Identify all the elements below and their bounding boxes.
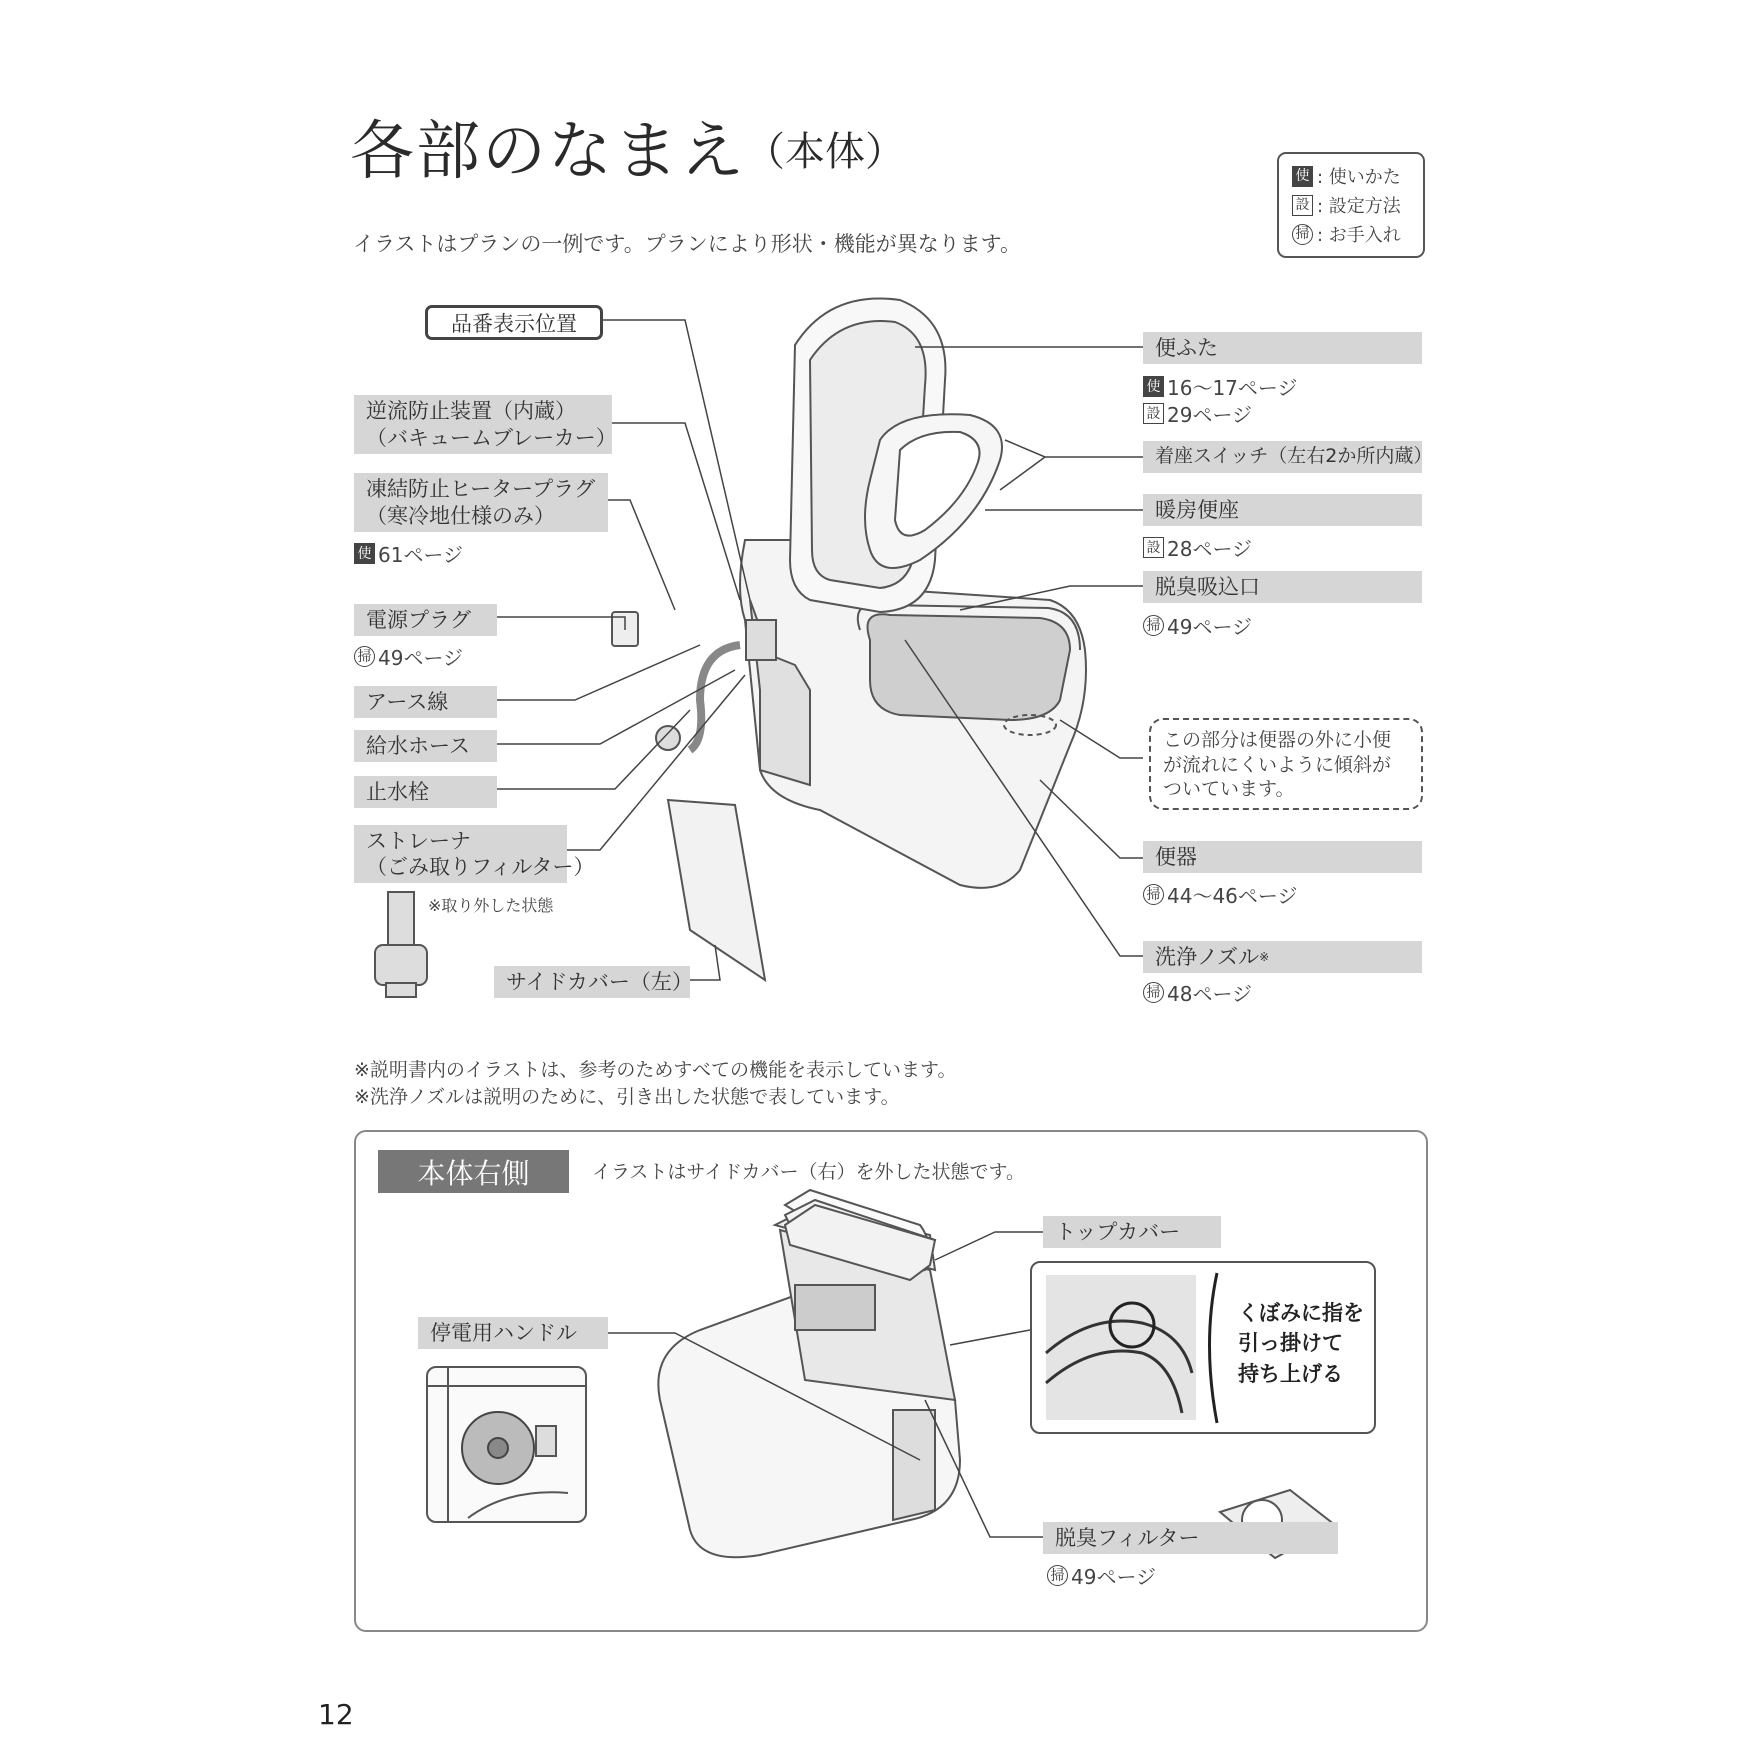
- deodorizer-filter-label: 脱臭フィルター: [1043, 1522, 1338, 1554]
- freeze-heater-plug-label: [354, 473, 608, 532]
- footnote-2: ※洗浄ノズルは説明のために、引き出した状態で表しています。: [354, 1086, 900, 1108]
- wash-nozzle-label: [1143, 941, 1422, 973]
- deodorizer-intake-page-ref: [1143, 611, 1252, 640]
- heated-seat-label: 暖房便座: [1143, 494, 1422, 526]
- legend-text: : 設定方法: [1317, 196, 1401, 217]
- instruction-line: くぼみに指を: [1238, 1301, 1364, 1325]
- legend-text: : お手入れ: [1317, 225, 1401, 246]
- footnote-1: ※説明書内のイラストは、参考のためすべての機能を表示しています。: [354, 1059, 957, 1081]
- use-icon: 使: [1292, 166, 1313, 187]
- removed-state-note: ※取り外した状態: [428, 896, 554, 915]
- deodorizer-intake-label: 脱臭吸込口: [1143, 571, 1422, 603]
- toilet-bowl-page-ref: [1143, 880, 1298, 909]
- stop-valve-label: 止水栓: [354, 776, 497, 808]
- legend-row-setting: [1292, 192, 1401, 218]
- toilet-lid-page-ref-1: [1143, 372, 1298, 401]
- symbol-legend: [1277, 152, 1425, 258]
- label-line: 洗浄ノズル: [1155, 944, 1260, 969]
- legend-row-use: [1292, 163, 1401, 189]
- page-ref-text: 61ページ: [378, 543, 464, 567]
- emergency-handle-illustration: [428, 1368, 585, 1521]
- setting-icon: 設: [1143, 537, 1164, 558]
- instruction-line: 引っ掛けて: [1238, 1331, 1343, 1356]
- right-side-note: イラストはサイドカバー（右）を外した状態です。: [592, 1161, 1026, 1183]
- cleaning-icon: 掃: [1292, 224, 1313, 245]
- model-number-location-label: 品番表示位置: [425, 305, 603, 340]
- power-plug-label: 電源プラグ: [354, 604, 497, 636]
- emergency-handle-label: 停電用ハンドル: [418, 1317, 608, 1349]
- strainer-illustration: [375, 892, 427, 997]
- footnote-mark: ※: [1259, 949, 1270, 964]
- emergency-handle-inset: [426, 1366, 587, 1523]
- strainer-label: [354, 825, 595, 883]
- label-line: （バキュームブレーカー）: [366, 425, 617, 450]
- power-plug-page-ref: [354, 642, 463, 671]
- slope-note: この部分は便器の外に小便が流れにくいように傾斜がついています。: [1149, 718, 1423, 810]
- page-ref-text: 48ページ: [1167, 982, 1253, 1006]
- side-cover-left-label: サイドカバー（左）: [494, 966, 690, 998]
- page-ref-text: 49ページ: [1071, 1565, 1157, 1589]
- page-ref-text: 28ページ: [1167, 537, 1253, 561]
- label-line: 逆流防止装置（内蔵）: [366, 399, 576, 424]
- wash-nozzle-page-ref: [1143, 978, 1252, 1007]
- top-cover-label: トップカバー: [1043, 1216, 1221, 1248]
- cleaning-icon: 掃: [1143, 615, 1164, 636]
- earth-wire-label: アース線: [354, 686, 497, 718]
- use-icon: 使: [354, 543, 375, 564]
- use-icon: 使: [1143, 376, 1164, 397]
- page-title: 各部のなまえ: [350, 115, 746, 189]
- label-line: ストレーナ: [366, 828, 471, 853]
- toilet-lid-label: 便ふた: [1143, 332, 1422, 364]
- water-hose-label: 給水ホース: [354, 730, 497, 762]
- page-number: 12: [318, 1698, 354, 1731]
- right-side-tag: 本体右側: [378, 1150, 569, 1193]
- page-ref-text: 49ページ: [378, 646, 464, 670]
- label-line: （寒冷地仕様のみ）: [366, 503, 555, 528]
- lift-instruction: [1238, 1298, 1364, 1389]
- page-subtitle: （本体）: [745, 129, 905, 175]
- legend-text: : 使いかた: [1317, 167, 1401, 188]
- cleaning-icon: 掃: [1143, 982, 1164, 1003]
- cleaning-icon: 掃: [354, 646, 375, 667]
- label-line: 凍結防止ヒータープラグ: [366, 477, 596, 502]
- seat-switch-label: 着座スイッチ（左右2か所内蔵）: [1143, 441, 1422, 473]
- freeze-heater-page-ref: [354, 539, 463, 568]
- cleaning-icon: 掃: [1047, 1565, 1068, 1586]
- intro-text: イラストはプランの一例です。プランにより形状・機能が異なります。: [353, 232, 1022, 256]
- page-ref-text: 29ページ: [1167, 403, 1253, 427]
- page-ref-text: 44〜46ページ: [1167, 884, 1298, 908]
- legend-row-cleaning: [1292, 221, 1401, 247]
- toilet-bowl-label: 便器: [1143, 841, 1422, 873]
- toilet-lid-page-ref-2: [1143, 399, 1252, 428]
- deodorizer-filter-page-ref: [1047, 1561, 1156, 1590]
- toilet-main-illustration: [612, 298, 1086, 887]
- cleaning-icon: 掃: [1143, 884, 1164, 905]
- page-ref-text: 16〜17ページ: [1167, 376, 1298, 400]
- instruction-line: 持ち上げる: [1238, 1361, 1343, 1386]
- backflow-preventer-label: [354, 395, 617, 454]
- label-line: （ごみ取りフィルター）: [366, 855, 595, 879]
- setting-icon: 設: [1292, 195, 1313, 216]
- heated-seat-page-ref: [1143, 533, 1252, 562]
- setting-icon: 設: [1143, 403, 1164, 424]
- page-ref-text: 49ページ: [1167, 615, 1253, 639]
